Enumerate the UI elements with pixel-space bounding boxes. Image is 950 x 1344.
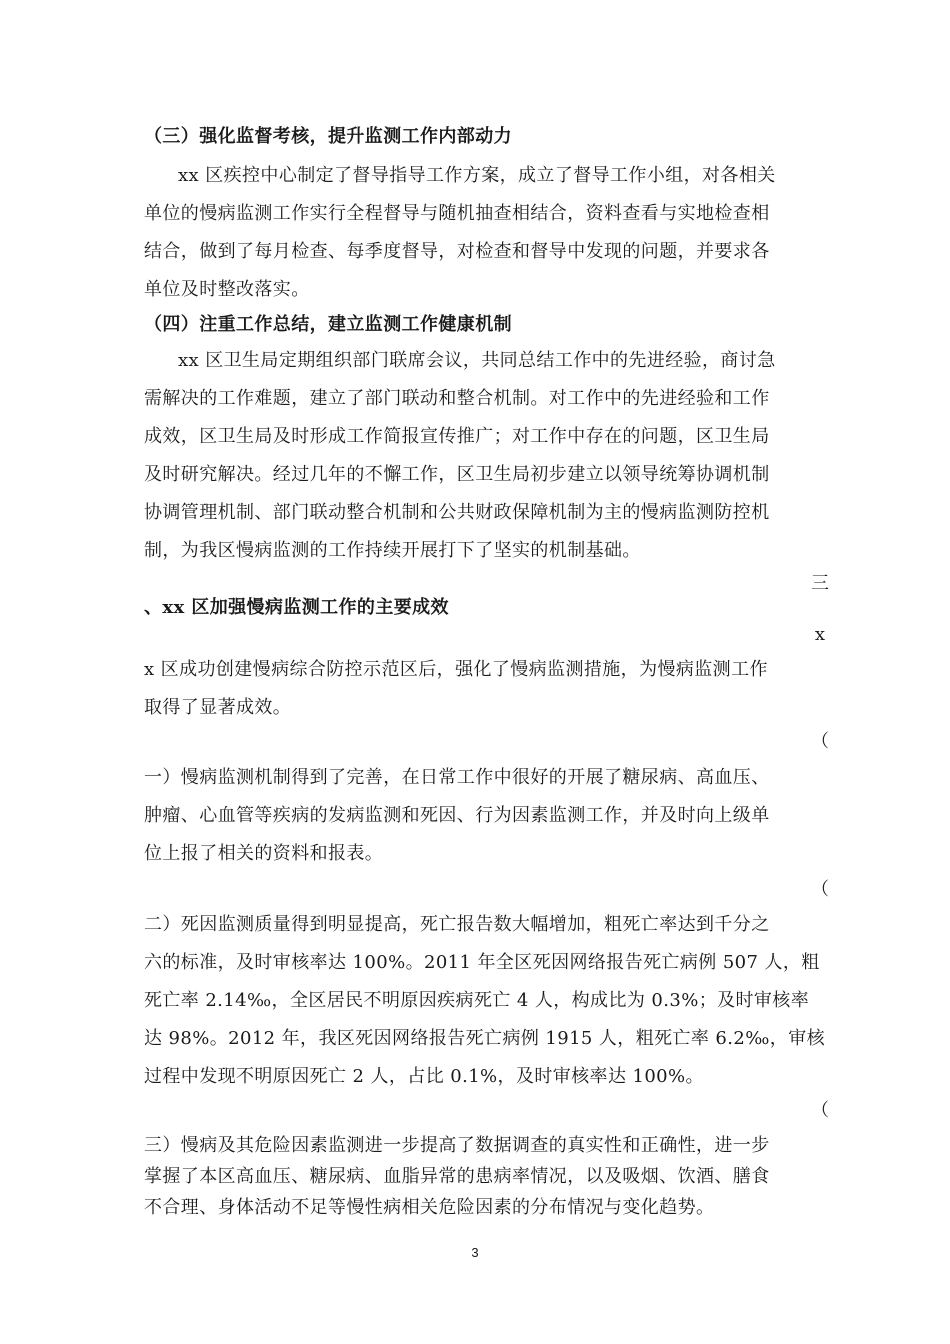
item-open-paren: （ bbox=[811, 731, 829, 752]
paragraph-line: 单位的慢病监测工作实行全程督导与随机抽查相结合，资料查看与实地检查相 bbox=[144, 203, 770, 224]
item-open-paren: （ bbox=[811, 1100, 829, 1121]
paragraph-line: 及时研究解决。经过几年的不懈工作，区卫生局初步建立以领导统筹协调机制 bbox=[144, 464, 770, 485]
paragraph-line: 二）死因监测质量得到明显提高，死亡报告数大幅增加，粗死亡率达到千分之 bbox=[144, 914, 770, 935]
paragraph-line: 死亡率 2.14‰，全区居民不明原因疾病死亡 4 人，构成比为 0.3%；及时审核率 bbox=[144, 990, 810, 1011]
paragraph-line: 肿瘤、心血管等疾病的发病监测和死因、行为因素监测工作，并及时向上级单 bbox=[144, 805, 770, 826]
page-number: 3 bbox=[471, 1245, 479, 1260]
intro-leading-char: x bbox=[814, 624, 826, 645]
paragraph-line: 过程中发现不明原因死亡 2 人，占比 0.1%，及时审核率达 100%。 bbox=[144, 1066, 704, 1087]
paragraph-line: 不合理、身体活动不足等慢性病相关危险因素的分布情况与变化趋势。 bbox=[144, 1197, 715, 1218]
paragraph-line: 结合，做到了每月检查、每季度督导，对检查和督导中发现的问题，并要求各 bbox=[144, 241, 770, 262]
paragraph-line: 六的标准，及时审核率达 100%。2011 年全区死因网络报告死亡病例 507 人，粗 bbox=[144, 952, 820, 973]
paragraph-line: 需解决的工作难题，建立了部门联动和整合机制。对工作中的先进经验和工作 bbox=[144, 388, 770, 409]
paragraph-line: 达 98%。2012 年，我区死因网络报告死亡病例 1915 人，粗死亡率 6.2‰，审核 bbox=[144, 1028, 826, 1049]
paragraph-line: 取得了显著成效。 bbox=[144, 697, 292, 718]
paragraph-line: xx 区疾控中心制定了督导指导工作方案，成立了督导工作小组，对各相关 bbox=[178, 165, 776, 186]
section-heading-3: （三）强化监督考核，提升监测工作内部动力 bbox=[144, 126, 512, 147]
paragraph-line: 协调管理机制、部门联动整合机制和公共财政保障机制为主的慢病监测防控机 bbox=[144, 502, 770, 523]
item-open-paren: （ bbox=[811, 879, 829, 900]
paragraph-line: xx 区卫生局定期组织部门联席会议，共同总结工作中的先进经验，商讨急 bbox=[178, 350, 776, 371]
section-heading-4: （四）注重工作总结，建立监测工作健康机制 bbox=[144, 314, 512, 335]
paragraph-line: 一）慢病监测机制得到了完善，在日常工作中很好的开展了糖尿病、高血压、 bbox=[144, 767, 770, 788]
paragraph-line: 成效，区卫生局及时形成工作简报宣传推广；对工作中存在的问题，区卫生局 bbox=[144, 426, 770, 447]
part-three-heading: 、xx 区加强慢病监测工作的主要成效 bbox=[144, 597, 449, 618]
paragraph-line: 单位及时整改落实。 bbox=[144, 279, 310, 300]
part-number-char: 三 bbox=[811, 573, 829, 594]
paragraph-line: x 区成功创建慢病综合防控示范区后，强化了慢病监测措施，为慢病监测工作 bbox=[144, 659, 768, 680]
paragraph-line: 掌握了本区高血压、糖尿病、血脂异常的患病率情况，以及吸烟、饮酒、膳食 bbox=[144, 1166, 770, 1187]
paragraph-line: 制，为我区慢病监测的工作持续开展打下了坚实的机制基础。 bbox=[144, 540, 641, 561]
paragraph-line: 三）慢病及其危险因素监测进一步提高了数据调查的真实性和正确性，进一步 bbox=[144, 1135, 770, 1156]
paragraph-line: 位上报了相关的资料和报表。 bbox=[144, 843, 384, 864]
